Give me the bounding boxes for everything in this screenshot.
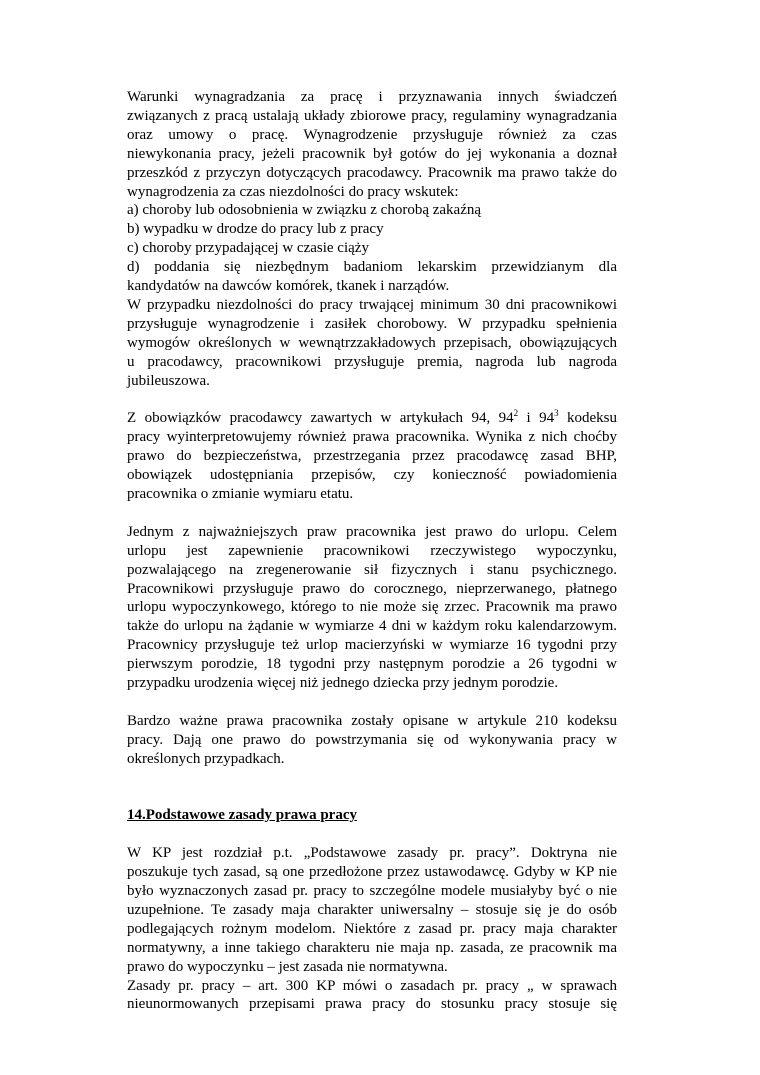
paragraph-leave — [127, 523, 617, 693]
text-line: prawo do wypoczynku – jest zasada nie normatywna. — [127, 958, 448, 975]
text-line: normatywny, a inne takiego charakteru nie maja np. zasada, ze pracownik ma — [127, 939, 617, 956]
text-line: przypadku urodzenia więcej niż jednego dziecka przy jednym porodzie. — [127, 675, 559, 692]
text-line: Warunki wynagradzania za pracę i przyznawania innych świadczeń — [127, 89, 617, 105]
text-line: W przypadku niezdolności do pracy trwającej minimum 30 dni pracownikowi — [127, 296, 617, 313]
paragraph-gap — [127, 504, 617, 523]
text-line: u pracodawcy, pracownikowi przysługuje premia, nagroda lub nagroda — [127, 353, 617, 370]
text-line: urlopu wypoczynkowego, którego to nie może się zrzec. Pracownik ma prawo — [127, 599, 617, 616]
text-line: Pracownicy przysługuje też urlop macierzyński w wymiarze 16 tygodni przy — [127, 637, 617, 654]
paragraph-gap — [127, 825, 617, 844]
text-line: wymogów określonych w wewnątrzzakładowych przepisach, obowiązujących — [127, 334, 617, 351]
text-line: niewykonania pracy, jeżeli pracownik był gotów do jej wykonania a doznał — [127, 145, 617, 162]
text-line: nieunormowanych przepisami prawa pracy do stosunku pracy stosuje się — [127, 996, 617, 1013]
text-segment: kodeksu — [558, 410, 618, 427]
list-item-c: c) choroby przypadającej w czasie ciąży — [127, 240, 369, 257]
paragraph-gap — [127, 391, 617, 410]
text-line: określonych przypadkach. — [127, 750, 285, 767]
list-item-b: b) wypadku w drodze do pracy lub z pracy — [127, 221, 384, 238]
text-line: przysługuje wynagrodzenie i zasiłek chorobowy. W przypadku spełnienia — [127, 315, 617, 332]
text-segment: Z obowiązków pracodawcy zawartych w artykułach 94, 94 — [127, 410, 514, 427]
text-line: prawo do bezpieczeństwa, przestrzegania przez pracodawcę zasad BHP, — [127, 448, 617, 465]
text-line — [127, 409, 617, 428]
list-item-d: d) poddania się niezbędnym badaniom lekarskim przewidzianym dla — [127, 259, 617, 276]
paragraph-gap — [127, 693, 617, 712]
text-line: Jednym z najważniejszych praw pracownika jest prawo do urlopu. Celem — [127, 523, 617, 540]
text-line: urlopu jest zapewnienie pracownikowi rzeczywistego wypoczynku, — [127, 542, 617, 559]
text-line: Zasady pr. pracy – art. 300 KP mówi o zasadach pr. pracy „ w sprawach — [127, 977, 617, 994]
text-line: poszukuje tych zasad, są one przedłożone przez ustawodawcę. Gdyby w KP nie — [127, 864, 617, 881]
superscript: 3 — [554, 408, 559, 419]
section-heading: 14.Podstawowe zasady prawa pracy — [127, 807, 357, 824]
paragraph-gap — [127, 787, 617, 806]
paragraph-gap — [127, 769, 617, 788]
list-item-a: a) choroby lub odosobnienia w związku z chorobą zakaźną — [127, 202, 482, 219]
text-line: Bardzo ważne prawa pracownika zostały opisane w artykule 210 kodeksu — [127, 712, 617, 729]
text-line: pracownika o zmianie wymiaru etatu. — [127, 486, 354, 503]
text-line: także do urlopu na żądanie w wymiarze 4 dni w każdym roku kalendarzowym. — [127, 618, 617, 635]
text-line: W KP jest rozdział p.t. „Podstawowe zasady pr. pracy”. Doktryna nie — [127, 845, 617, 862]
paragraph-employer-duties — [127, 409, 617, 504]
document-page — [127, 88, 617, 1014]
text-line: Pracownikowi przysługuje prawo do corocznego, nieprzerwanego, płatnego — [127, 580, 617, 597]
text-line: pracy. Dają one prawo do powstrzymania się od wykonywania pracy w — [127, 731, 617, 748]
paragraph-basic-principles — [127, 844, 617, 1014]
superscript: 2 — [513, 408, 519, 419]
text-line: obowiązek udostępniania przepisów, czy konieczność powiadomienia — [127, 467, 617, 484]
text-line: wynagrodzenia za czas niezdolności do pracy wskutek: — [127, 183, 459, 200]
paragraph-wages — [127, 88, 617, 391]
text-line: było wyznaczonych zasad pr. pracy to szczególne modele musiałyby być o nie — [127, 882, 617, 899]
text-line: oraz umowy o pracę. Wynagrodzenie przysługuje również za czas — [127, 126, 617, 143]
text-segment: i 94 — [518, 410, 555, 427]
text-line: pozwalającego na zregenerowanie sił fizycznych i stanu psychicznego. — [127, 561, 617, 578]
text-line: przeszkód z przyczyn dotyczących pracodawcy. Pracownik ma prawo także do — [127, 164, 617, 181]
text-line: pierwszym porodzie, 18 tygodni przy następnym porodzie a 26 tygodni w — [127, 656, 617, 673]
text-line: podlegających rożnym modelom. Niektóre z zasad pr. pracy maja charakter — [127, 920, 617, 937]
text-line: kandydatów na dawców komórek, tkanek i narządów. — [127, 278, 450, 295]
text-line: uzupełnione. Te zasady maja charakter uniwersalny – stosuje się je do osób — [127, 901, 617, 918]
text-line: pracy wyinterpretowujemy również prawa pracownika. Wynika z nich choćby — [127, 429, 617, 446]
text-line: jubileuszowa. — [127, 372, 210, 389]
text-line: związanych z pracą ustalają układy zbiorowe pracy, regulaminy wynagradzania — [127, 107, 617, 124]
paragraph-article-210 — [127, 712, 617, 769]
